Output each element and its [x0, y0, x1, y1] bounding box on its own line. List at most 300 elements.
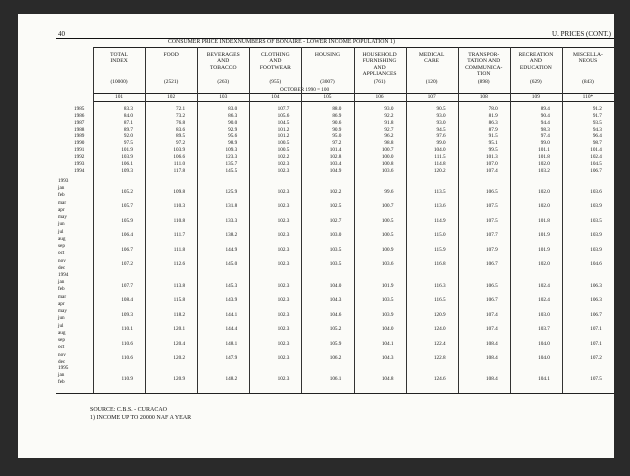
table-cell: 102.0 — [538, 160, 550, 167]
table-cell: 108.4 — [486, 375, 498, 382]
table-cell: 110.3 — [173, 203, 186, 210]
table-cell: 72.1 — [176, 106, 186, 112]
table-cell: 103.2 — [538, 167, 550, 174]
section-title: U. PRICES (CONT.) — [552, 30, 611, 38]
table-cell: 120.9 — [433, 311, 446, 318]
table-cell: 120.2 — [173, 355, 186, 362]
table-cell: 102.3 — [277, 217, 290, 224]
table-cell: 107.9 — [486, 246, 498, 253]
month-label: feb — [58, 379, 65, 386]
column-header: MEDICAL CARE — [418, 52, 445, 65]
table-cell: 131.8 — [225, 203, 238, 210]
table-cell: 103.5 — [329, 261, 342, 268]
table-cell: 110.6 — [121, 340, 133, 347]
table-cell: 95.1 — [488, 140, 498, 147]
table-cell: 115.9 — [434, 246, 446, 253]
table-cell: 93.5 — [592, 119, 602, 126]
column-weight: (629) — [530, 79, 542, 85]
column-weight: (2521) — [163, 79, 179, 85]
table-cell: 97.5 — [123, 140, 133, 147]
column-weight: (843) — [582, 79, 594, 85]
month-label: jan — [58, 372, 65, 378]
table-cell: 94.4 — [540, 119, 550, 126]
table-cell: 108.4 — [486, 340, 498, 347]
month-label: nov — [58, 351, 66, 358]
table-cell: 144.1 — [225, 311, 238, 318]
month-label: jul — [58, 228, 64, 235]
table-cell: 104.6 — [590, 261, 602, 268]
table-cell: 107.4 — [486, 167, 498, 174]
table-cell: 89.4 — [540, 106, 550, 112]
table-cell: 116.5 — [434, 297, 446, 304]
table-cell: 107.2 — [590, 355, 602, 362]
month-label: jan — [58, 185, 65, 191]
table-cell: 105.6 — [277, 112, 290, 119]
table-cell: 91.7 — [592, 112, 602, 119]
table-cell: 78.0 — [488, 106, 498, 112]
month-label: feb — [58, 286, 65, 293]
table-cell: 95.6 — [228, 133, 238, 140]
table-title: CONSUMER PRICE INDEXNUMBERS OF BONAIRE - LOWER INCOME POPULATION 1) — [168, 39, 395, 45]
table-cell: 135.7 — [225, 160, 238, 167]
table-cell: 106.7 — [486, 261, 498, 268]
table-cell: 122.8 — [433, 355, 446, 362]
table-cell: 103.5 — [590, 217, 602, 224]
table-cell: 120.1 — [173, 326, 186, 333]
table-cell: 101.3 — [486, 153, 498, 160]
table-cell: 106.3 — [590, 297, 602, 304]
table-cell: 112.6 — [173, 261, 186, 268]
table-cell: 92.0 — [123, 133, 133, 140]
table-cell: 148.1 — [225, 340, 238, 347]
table-cell: 96.2 — [384, 133, 394, 140]
table-cell: 97.2 — [176, 140, 186, 147]
table-cell: 102.2 — [329, 188, 342, 195]
table-cell: 106.4 — [121, 232, 133, 239]
row-year: 1988 — [74, 126, 85, 133]
table-cell: 98.7 — [592, 140, 602, 147]
row-year: 1993 — [74, 160, 85, 167]
table-cell: 103.9 — [590, 232, 602, 239]
month-label: aug — [58, 235, 66, 242]
row-year: 1989 — [74, 133, 85, 140]
table-cell: 99.0 — [436, 140, 446, 147]
table-cell: 104.5 — [277, 119, 290, 126]
table-cell: 94.3 — [592, 126, 602, 133]
column-weight: (955) — [269, 79, 282, 85]
table-cell: 100.5 — [381, 217, 394, 224]
bottom-rule — [56, 393, 614, 394]
column-header: HOUSING — [314, 52, 341, 58]
month-label: may — [58, 214, 67, 220]
document-page — [18, 14, 614, 458]
table-cell: 103.5 — [381, 297, 394, 304]
table-cell: 102.5 — [329, 203, 342, 210]
table-cell: 145.0 — [225, 261, 238, 268]
table-cell: 93.0 — [436, 112, 446, 119]
table-cell: 100.8 — [381, 160, 394, 167]
table-cell: 114.9 — [434, 217, 446, 224]
table-cell: 144.9 — [225, 246, 238, 253]
month-label: dec — [58, 264, 66, 271]
table-cell: 116.3 — [434, 282, 446, 289]
table-cell: 102.3 — [277, 261, 290, 268]
table-cell: 120.9 — [173, 375, 186, 382]
table-cell: 102.3 — [277, 160, 290, 167]
table-cell: 114.8 — [434, 160, 446, 167]
month-label: aug — [58, 329, 66, 336]
table-cell: 145.3 — [225, 282, 238, 289]
table-cell: 102.0 — [538, 261, 550, 268]
column-header: TOTAL INDEX — [110, 52, 128, 65]
table-cell: 104.3 — [329, 297, 342, 304]
table-cell: 107.0 — [486, 160, 498, 167]
table-cell: 111.7 — [173, 232, 186, 239]
column-weight: (898) — [477, 79, 490, 85]
table-cell: 106.7 — [486, 297, 498, 304]
table-cell: 103.5 — [329, 246, 342, 253]
month-label: feb — [58, 192, 65, 199]
table-cell: 105.9 — [121, 217, 133, 224]
table-cell: 147.9 — [225, 355, 238, 362]
table-cell: 103.4 — [329, 160, 342, 167]
table-cell: 102.3 — [277, 203, 290, 210]
table-cell: 91.2 — [592, 106, 602, 112]
table-cell: 109.3 — [225, 147, 238, 154]
table-cell: 120.2 — [433, 167, 446, 174]
table-cell: 86.9 — [332, 112, 342, 119]
table-cell: 104.0 — [538, 340, 550, 347]
table-cell: 106.1 — [121, 160, 133, 167]
table-cell: 145.5 — [225, 167, 238, 174]
table-cell: 98.9 — [228, 140, 238, 147]
column-weight: (263) — [217, 79, 230, 85]
block-year: 1993 — [58, 178, 69, 184]
column-code: 109 — [531, 94, 540, 100]
table-cell: 101.9 — [538, 232, 550, 239]
table-cell: 125.9 — [225, 188, 238, 195]
table-cell: 106.7 — [590, 167, 602, 174]
table-cell: 90.9 — [332, 126, 342, 133]
column-code: 102 — [167, 94, 176, 100]
month-label: jun — [58, 221, 65, 228]
table-cell: 107.1 — [590, 340, 602, 347]
table-cell: 102.3 — [277, 167, 290, 174]
table-cell: 88.0 — [332, 106, 342, 112]
table-cell: 110.8 — [173, 217, 186, 224]
table-cell: 100.5 — [381, 232, 394, 239]
footnote: 1) INCOME UP TO 20000 NAF A YEAR — [90, 415, 192, 421]
column-code: 101 — [115, 94, 124, 100]
table-cell: 105.2 — [121, 188, 133, 195]
month-label: oct — [58, 344, 65, 351]
table-cell: 100.7 — [381, 147, 394, 154]
table-cell: 76.8 — [176, 119, 186, 126]
month-label: jan — [58, 279, 65, 285]
month-label: sep — [58, 337, 65, 343]
table-cell: 91.8 — [384, 119, 394, 126]
table-cell: 92.2 — [384, 112, 394, 119]
table-cell: 106.3 — [590, 282, 602, 289]
table-cell: 86.3 — [488, 119, 498, 126]
table-cell: 148.2 — [225, 375, 238, 382]
table-cell: 102.3 — [277, 311, 290, 318]
table-cell: 104.0 — [538, 355, 550, 362]
table-cell: 107.4 — [486, 311, 498, 318]
table-cell: 122.4 — [433, 340, 446, 347]
table-cell: 104.1 — [381, 340, 394, 347]
month-label: mar — [58, 293, 67, 300]
table-cell: 101.9 — [538, 246, 550, 253]
table-cell: 104.8 — [381, 375, 394, 382]
table-cell: 91.5 — [488, 133, 498, 140]
table-cell: 113.5 — [434, 188, 446, 195]
table-cell: 101.9 — [381, 282, 394, 289]
base-note: OCTOBER 1990 = 100 — [280, 87, 330, 93]
table-cell: 104.0 — [329, 282, 342, 289]
table-cell: 97.6 — [436, 133, 446, 140]
table-cell: 104.0 — [433, 147, 446, 154]
month-label: apr — [58, 206, 65, 213]
table-cell: 115.0 — [434, 232, 446, 239]
table-cell: 109.3 — [121, 311, 133, 318]
month-label: may — [58, 308, 67, 314]
table-cell: 100.5 — [277, 140, 290, 147]
column-header: BEVERAGES AND TOBACCO — [206, 52, 240, 71]
table-cell: 103.9 — [173, 147, 186, 154]
table-cell: 73.2 — [176, 112, 186, 119]
table-cell: 100.9 — [381, 246, 394, 253]
month-label: oct — [58, 250, 65, 257]
table-cell: 105.9 — [329, 340, 342, 347]
source-note: SOURCE: C.B.S. - CURACAO — [90, 407, 168, 413]
column-header: RECREATION AND EDUCATION — [518, 52, 554, 71]
table-cell: 110.1 — [121, 326, 133, 333]
table-cell: 118.2 — [173, 311, 186, 318]
row-year: 1985 — [74, 106, 85, 112]
table-cell: 101.1 — [538, 147, 550, 154]
table-cell: 102.4 — [590, 153, 602, 160]
table-cell: 102.7 — [329, 217, 342, 224]
table-cell: 83.3 — [123, 106, 133, 112]
table-cell: 106.5 — [486, 188, 498, 195]
table-cell: 104.3 — [381, 355, 394, 362]
table-cell: 86.3 — [228, 112, 238, 119]
row-year: 1990 — [74, 140, 85, 147]
table-cell: 93.0 — [384, 106, 394, 112]
table-cell: 90.0 — [228, 119, 238, 126]
table-cell: 111.8 — [173, 246, 186, 253]
table-cell: 102.3 — [277, 326, 290, 333]
table-cell: 113.8 — [173, 282, 186, 289]
row-year: 1991 — [74, 147, 85, 154]
column-code: 108 — [479, 94, 488, 100]
table-cell: 106.2 — [329, 355, 342, 362]
table-cell: 110.6 — [121, 355, 133, 362]
table-cell: 103.9 — [121, 153, 133, 160]
row-year: 1987 — [74, 119, 85, 126]
table-cell: 123.3 — [225, 153, 238, 160]
table-cell: 102.3 — [277, 282, 290, 289]
table-cell: 115.8 — [173, 297, 186, 304]
column-code: 105 — [323, 94, 332, 100]
table-cell: 111.5 — [434, 153, 446, 160]
month-label: nov — [58, 257, 66, 264]
column-header: CLOTHING AND FOOTWEAR — [259, 52, 291, 71]
table-cell: 108.4 — [121, 297, 133, 304]
row-year: 1994 — [74, 167, 85, 174]
table-cell: 106.1 — [329, 375, 342, 382]
table-cell: 143.9 — [225, 297, 238, 304]
table-cell: 102.2 — [277, 153, 290, 160]
column-header: FOOD — [163, 52, 179, 58]
table-cell: 87.9 — [488, 126, 498, 133]
table-cell: 102.4 — [538, 282, 550, 289]
table-cell: 98.3 — [540, 126, 550, 133]
table-cell: 103.0 — [538, 311, 550, 318]
table-cell: 107.7 — [121, 282, 133, 289]
table-cell: 104.0 — [381, 326, 394, 333]
column-code: 103 — [219, 94, 228, 100]
table-cell: 83.0 — [228, 106, 238, 112]
table-cell: 107.5 — [590, 375, 602, 382]
table-cell: 102.8 — [329, 153, 342, 160]
table-cell: 124.0 — [433, 326, 446, 333]
column-weight: (761) — [373, 79, 386, 85]
page-number: 40 — [58, 30, 65, 38]
table-cell: 102.3 — [277, 375, 290, 382]
table-cell: 105.2 — [329, 326, 342, 333]
table-cell: 124.6 — [433, 375, 446, 382]
table-cell: 103.6 — [381, 261, 394, 268]
row-year: 1992 — [74, 153, 85, 160]
column-weight: (3007) — [320, 79, 335, 85]
table-cell: 102.3 — [277, 188, 290, 195]
table-cell: 99.0 — [540, 140, 550, 147]
column-weight: (120) — [425, 79, 438, 85]
table-cell: 107.7 — [486, 232, 498, 239]
table-cell: 101.9 — [121, 147, 133, 154]
column-header: TRANSPOR- TATION AND COMMUNICA- TION — [465, 52, 503, 78]
column-header: HOUSEHOLD FURNISHING AND APPLIANCES — [362, 52, 397, 78]
table-cell: 101.4 — [590, 147, 602, 154]
table-cell: 102.4 — [538, 297, 550, 304]
table-cell: 100.7 — [381, 203, 394, 210]
table-cell: 104.9 — [329, 167, 342, 174]
month-label: jun — [58, 315, 65, 322]
table-cell: 111.0 — [173, 160, 186, 167]
table-cell: 106.7 — [590, 311, 602, 318]
column-code: 110* — [582, 94, 594, 100]
table-cell: 101.4 — [329, 147, 342, 154]
table-cell: 92.7 — [384, 126, 394, 133]
table-cell: 116.8 — [434, 261, 446, 268]
table-cell: 106.5 — [486, 282, 498, 289]
table-cell: 107.2 — [121, 261, 133, 268]
table-cell: 120.4 — [173, 340, 186, 347]
table-cell: 100.5 — [277, 147, 290, 154]
table-cell: 107.5 — [486, 217, 498, 224]
row-year: 1986 — [74, 112, 85, 119]
table-cell: 81.9 — [488, 112, 498, 119]
table-cell: 133.3 — [225, 217, 238, 224]
table-cell: 104.6 — [329, 311, 342, 318]
table-cell: 117.8 — [173, 167, 186, 174]
table-cell: 101.8 — [538, 217, 550, 224]
table-cell: 90.4 — [540, 112, 550, 119]
month-label: dec — [58, 358, 66, 365]
table-cell: 101.8 — [538, 153, 550, 160]
block-year: 1994 — [58, 272, 69, 278]
table-cell: 89.5 — [176, 133, 186, 140]
table-cell: 102.3 — [277, 340, 290, 347]
table-cell: 102.3 — [277, 355, 290, 362]
column-code: 107 — [427, 94, 436, 100]
table-cell: 95.0 — [332, 133, 342, 140]
table-cell: 106.7 — [121, 246, 133, 253]
month-label: sep — [58, 243, 65, 249]
table-cell: 110.9 — [121, 375, 133, 382]
table-cell: 102.0 — [538, 188, 550, 195]
table-cell: 104.1 — [538, 375, 550, 382]
table-cell: 102.3 — [277, 297, 290, 304]
table-cell: 97.2 — [332, 140, 342, 147]
table-cell: 83.6 — [176, 126, 186, 133]
column-code: 106 — [375, 94, 384, 100]
table-cell: 101.2 — [277, 126, 290, 133]
column-header: MISCELLA- NEOUS — [573, 52, 603, 65]
table-cell: 105.7 — [121, 203, 133, 210]
table-cell: 102.0 — [538, 203, 550, 210]
table-cell: 90.6 — [332, 119, 342, 126]
table-cell: 113.6 — [434, 203, 446, 210]
table-cell: 102.3 — [277, 232, 290, 239]
table-cell: 99.6 — [384, 188, 394, 195]
column-weight: (10000) — [110, 79, 128, 85]
table-cell: 103.9 — [590, 203, 602, 210]
table-cell: 107.1 — [590, 326, 602, 333]
table-cell: 94.5 — [436, 126, 446, 133]
month-label: apr — [58, 300, 65, 307]
table-cell: 144.4 — [225, 326, 238, 333]
table-cell: 84.0 — [123, 112, 133, 119]
block-year: 1995 — [58, 365, 69, 371]
table-cell: 98.8 — [384, 140, 394, 147]
table-cell: 96.4 — [592, 133, 602, 140]
table-cell: 109.8 — [173, 188, 186, 195]
table-cell: 89.7 — [123, 126, 133, 133]
month-label: jul — [58, 322, 64, 329]
table-cell: 87.1 — [123, 119, 133, 126]
table-cell: 104.5 — [590, 160, 602, 167]
table-cell: 103.9 — [590, 246, 602, 253]
table-cell: 92.9 — [228, 126, 238, 133]
table-cell: 99.5 — [488, 147, 498, 154]
column-code: 104 — [271, 94, 280, 100]
table-cell: 93.0 — [436, 119, 446, 126]
table-cell: 101.2 — [277, 133, 290, 140]
table-cell: 100.0 — [381, 153, 394, 160]
table-cell: 90.5 — [436, 106, 446, 112]
table-cell: 106.6 — [173, 153, 186, 160]
table-cell: 103.6 — [590, 188, 602, 195]
table-cell: 107.7 — [277, 106, 290, 112]
table-cell: 103.0 — [329, 232, 342, 239]
table-cell: 138.2 — [225, 232, 238, 239]
table-cell: 103.9 — [381, 311, 394, 318]
table-cell: 109.3 — [121, 167, 133, 174]
table-cell: 107.4 — [486, 326, 498, 333]
